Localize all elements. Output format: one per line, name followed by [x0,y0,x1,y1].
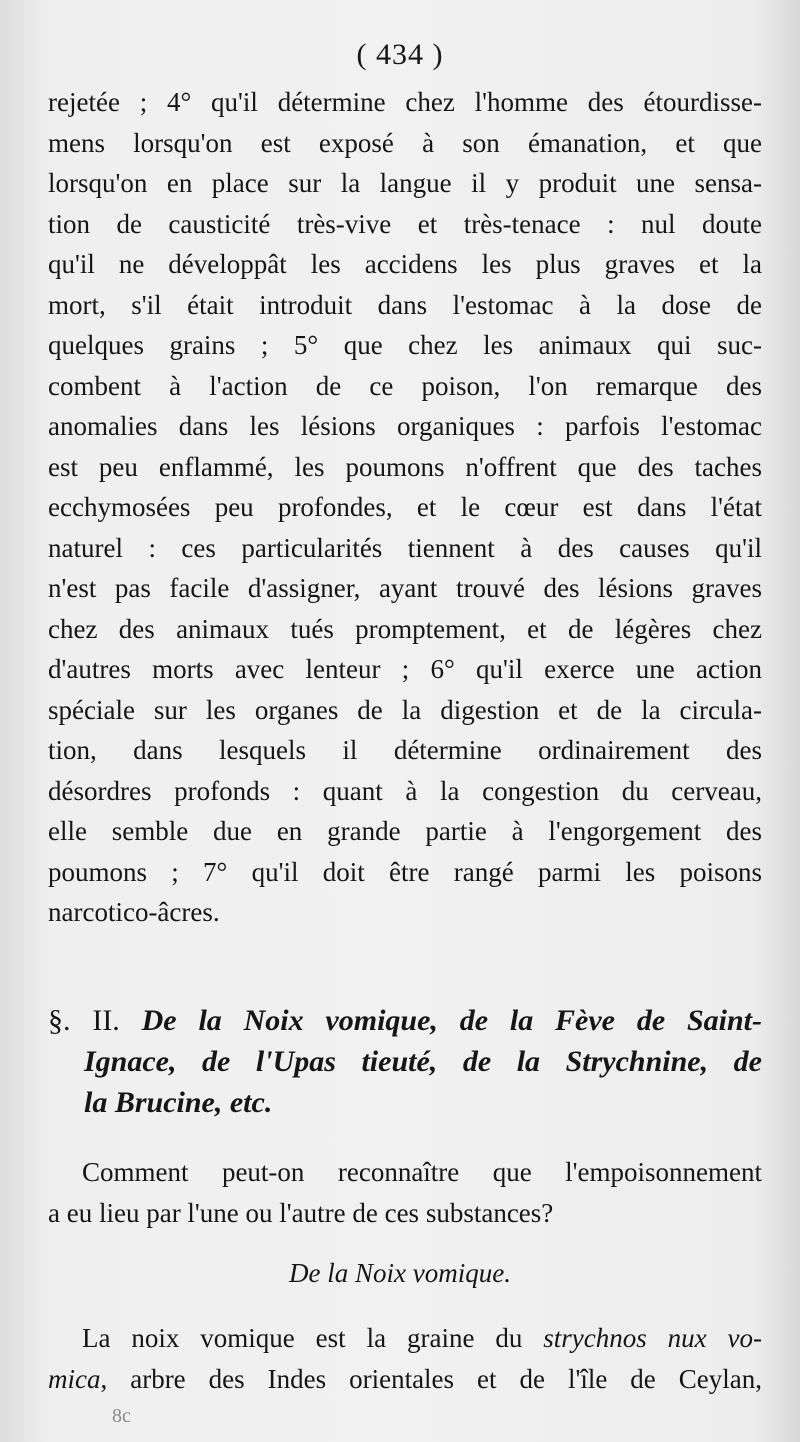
text-line: elle semble due en grande partie à l'engorgement des [48,816,762,846]
section-heading-line [48,1000,762,1041]
text-line: désordres profonds : quant à la congestion du cerveau, [48,775,762,806]
text-line: anomalies dans les lésions organiques : parfois l'estomac [48,411,762,441]
italic-term: strychnos nux vo- [543,1323,763,1353]
italic-term: mica [48,1363,101,1394]
text-line: est peu enflammé, les poumons n'offrent que des taches [48,451,762,482]
section-heading-line [48,1041,762,1082]
question-paragraph [48,1152,762,1233]
section-title-line: De la Noix vomique, de la Fève de Saint- [141,1004,762,1037]
text-line: mens lorsqu'on est exposé à son émanation, et que [48,127,762,158]
subheading: De la Noix vomique. [289,1258,511,1288]
text-line [48,1359,762,1400]
section-mark: §. II. [48,1004,120,1037]
signature-mark: 8c [112,1405,131,1427]
text-line: Comment peut-on reconnaître que l'empoisonnement [82,1157,762,1187]
text-line: quelques grains ; 5° que chez les animaux qui suc- [48,330,762,360]
text-line: rejetée ; 4° qu'il détermine chez l'homme des étourdisse- [48,87,762,117]
text-line: chez des animaux tués promptement, et de légères chez [48,613,762,644]
text-line: poumons ; 7° qu'il doit être rangé parmi les poisons [48,856,762,887]
text-line: naturel : ces particularités tiennent à des causes qu'il [48,532,762,563]
section-title-line: Ignace, de l'Upas tieuté, de la Strychnine, de [84,1045,762,1078]
text-line: lorsqu'on en place sur la langue il y produit une sensa- [48,168,762,198]
final-paragraph [48,1318,762,1399]
text-line [48,1318,762,1359]
continued-paragraph [48,82,762,933]
text-line: tion de causticité très-vive et très-tenace : nul doute [48,208,762,239]
text-line: mort, s'il était introduit dans l'estomac à la dose de [48,289,762,320]
section-heading-line [48,1082,762,1123]
text-line: tion, dans lesquels il détermine ordinairement des [48,735,762,765]
text-line: ecchymosées peu profondes, et le cœur est dans l'état [48,492,762,522]
page-number: ( 434 ) [356,38,444,71]
text-line: qu'il ne développât les accidens les plus graves et la [48,249,762,279]
text-run: La noix vomique est la graine du [82,1323,544,1353]
section-heading [48,1000,762,1123]
text-line: spéciale sur les organes de la digestion et de la circula- [48,694,762,725]
text-line: combent à l'action de ce poison, l'on remarque des [48,370,762,401]
text-line: n'est pas facile d'assigner, ayant trouvé des lésions graves [48,573,762,603]
text-line: d'autres morts avec lenteur ; 6° qu'il exerce une action [48,654,762,684]
text-run: , arbre des Indes orientales et de l'île de Ceylan, [100,1363,762,1394]
text-line: a eu lieu par l'une ou l'autre de ces substances? [48,1197,554,1228]
section-title-line: la Brucine, etc. [84,1086,273,1119]
text-line: narcotico-âcres. [48,897,220,927]
